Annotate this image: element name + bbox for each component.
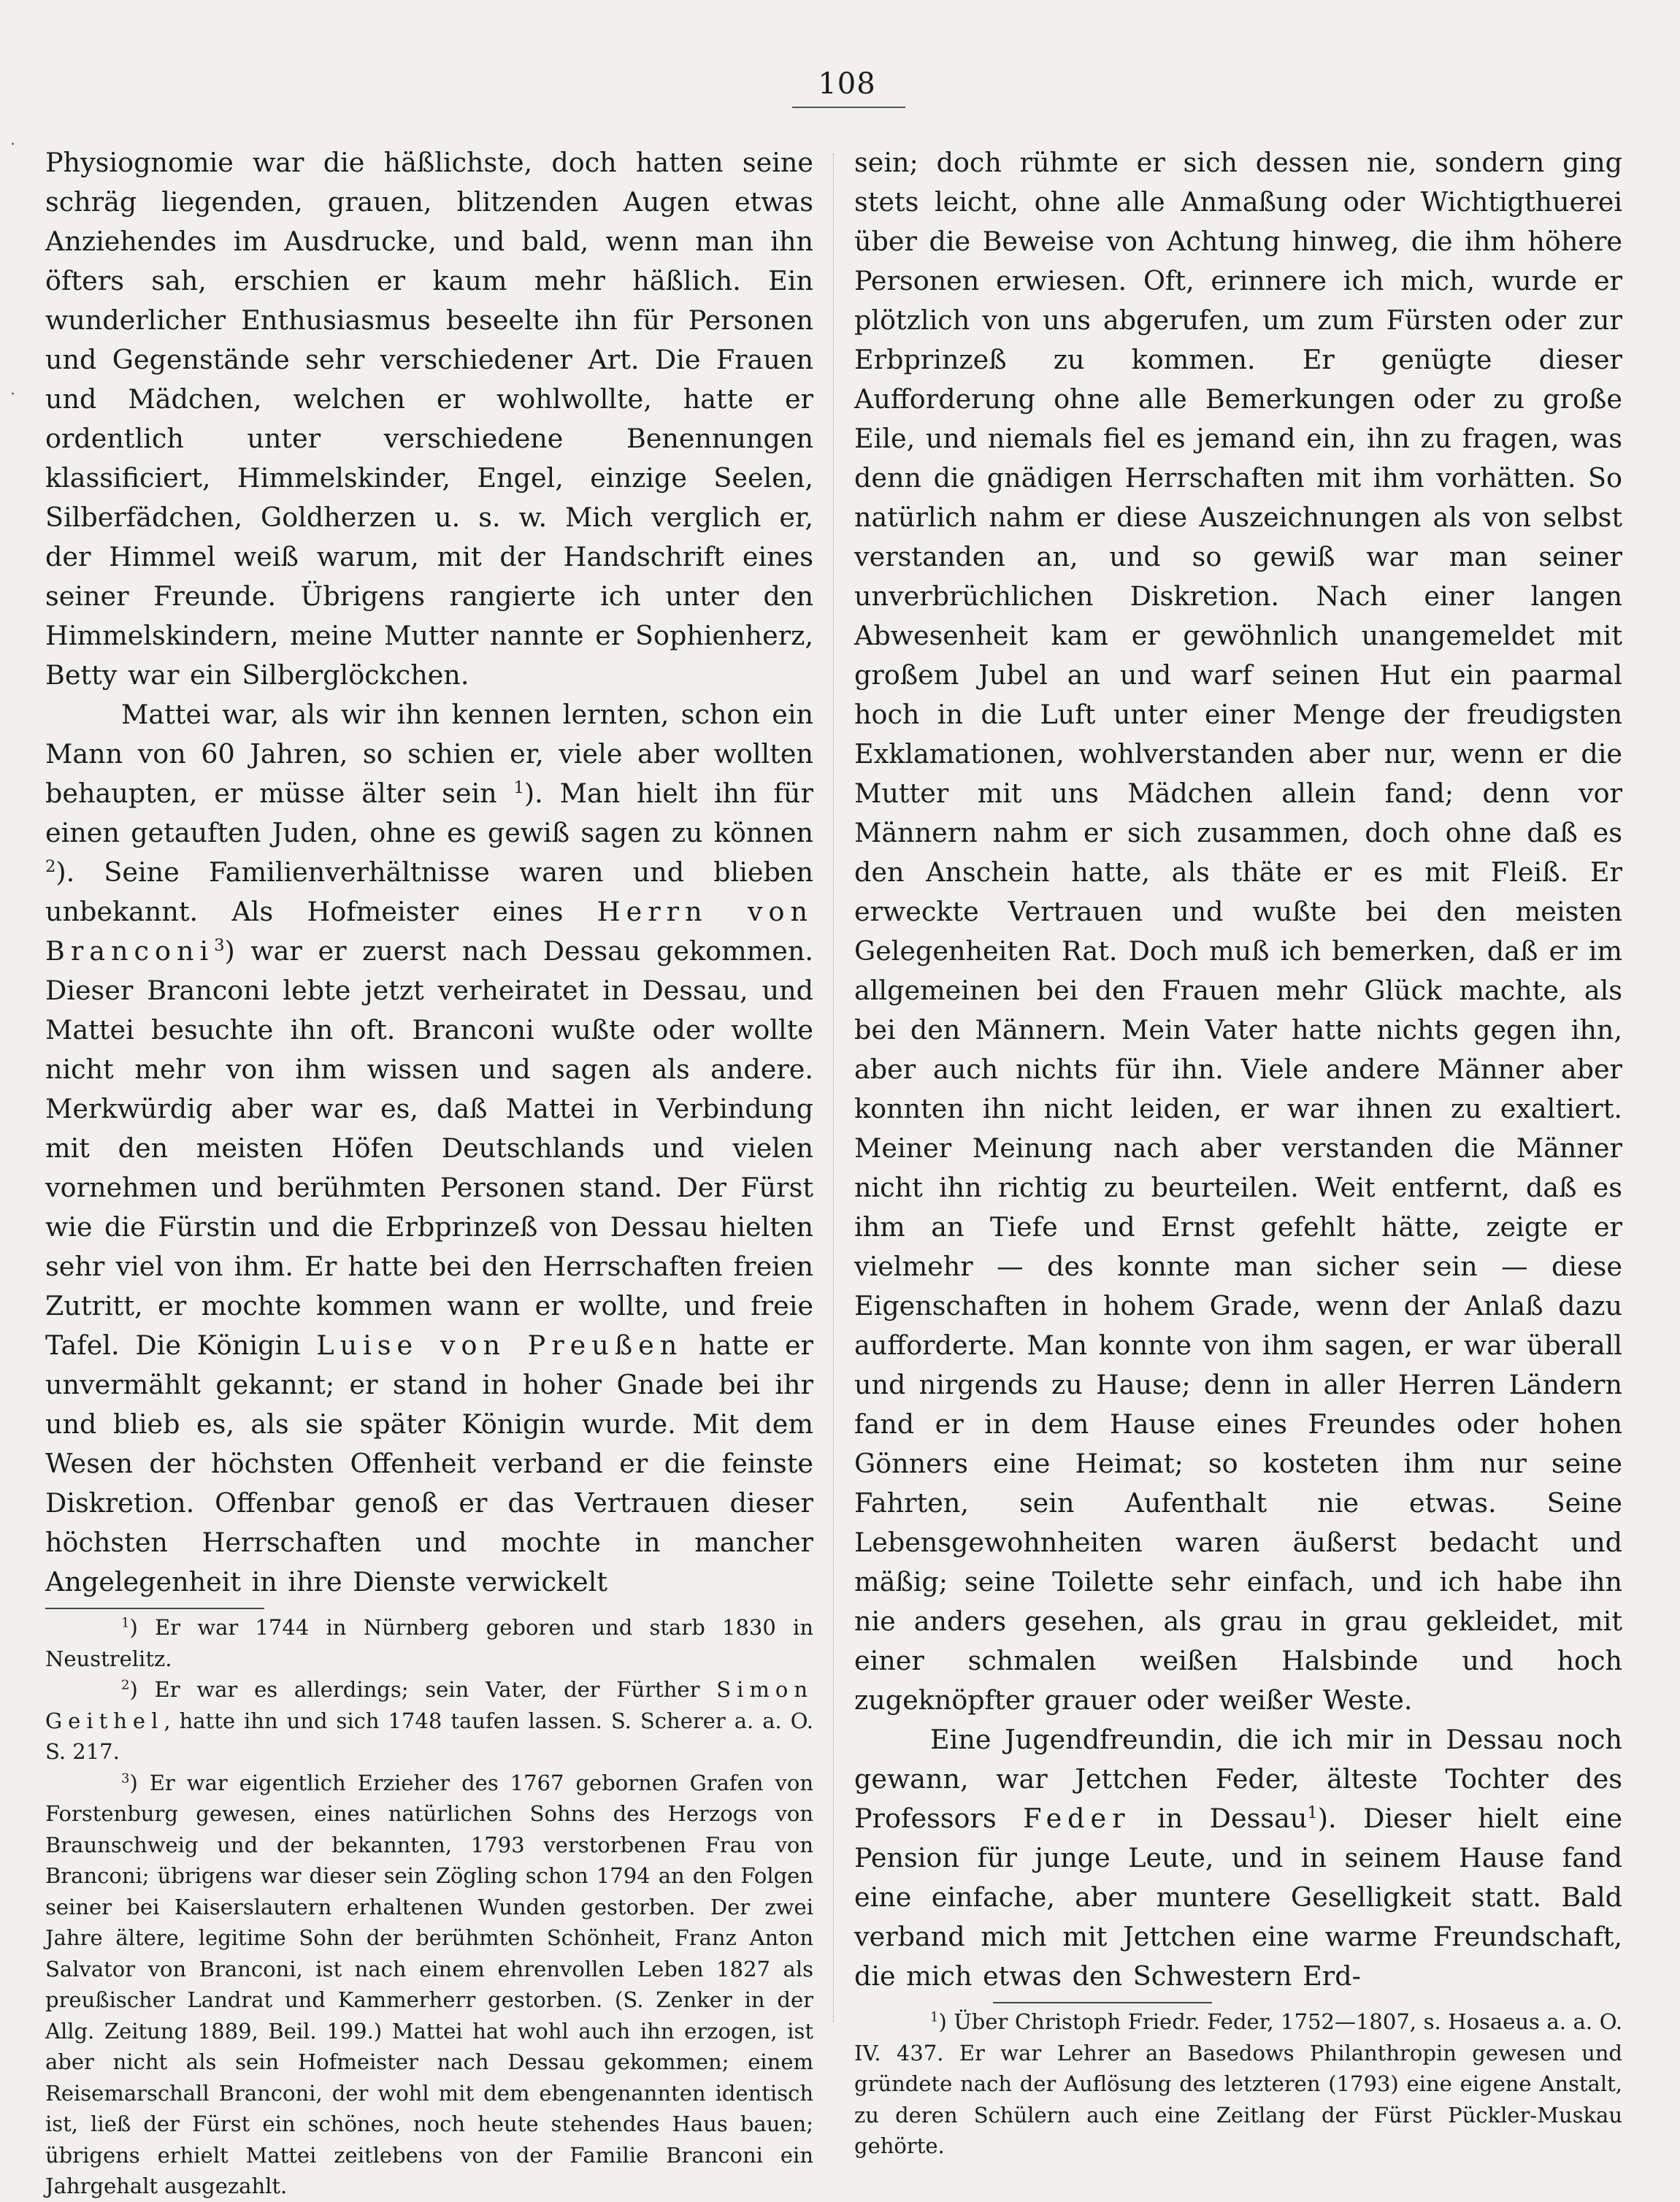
margin-dot: · [10,385,15,404]
text-run: hatte er unvermählt gekannt; er stand in hoher Gnade bei ihr und blieb es, als sie später Königin wurde. Mit dem Wesen der höchsten Offenheit verband er die feinste Diskretion. Offenbar genoß er das Vertrauen dieser höchsten Herrschaften und mochte in mancher Angelegenheit in ihre Dienste verwickelt [45,1330,813,1597]
left-column-body [45,143,813,1602]
page-number: 108 [818,67,876,101]
page-number-rule [792,107,905,108]
footnote-number: 3 [121,1770,130,1786]
footnote-text: ) Er war 1744 in Nürnberg geboren und starb 1830 in Neustrelitz. [45,1615,813,1671]
left-column [45,143,813,2202]
footnote-rule [993,2002,1212,2003]
footnote-rule [45,1608,264,1609]
left-footnotes [45,1612,813,2202]
spaced-name-luise: Luise von Preußen [316,1330,683,1361]
paragraph-jettchen [854,1720,1622,1996]
footnote-2 [45,1674,813,1768]
paragraph: sein; doch rühmte er sich dessen nie, sondern ging stets leicht, ohne alle Anmaßung oder Wichtigthuerei über die Beweise von Achtung hinweg, die ihm höhere Personen erwiesen. Oft, erinnere ich mich, wurde er plötzlich von uns abgerufen, um zum Fürsten oder zur Erbprinzeß zu kommen. Er genügte dieser Aufforderung ohne alle Bemerkungen oder zu große Eile, und niemals fiel es jemand ein, ihn zu fragen, was denn die gnädigen Herrschaften mit ihm vorhätten. So natürlich nahm er diese Auszeichnungen als von selbst verstanden an, und so gewiß war man seiner unverbrüchlichen Diskretion. Nach einer langen Abwesenheit kam er gewöhnlich unangemeldet mit großem Jubel an und warf seinen Hut ein paarmal hoch in die Luft unter einer Menge der freudigsten Exklamationen, wohlverstanden aber nur, wenn er die Mutter mit uns Mädchen allein fand; denn vor Männern nahm er sich zusammen, doch ohne daß es den Anschein hatte, als thäte er es mit Fleiß. Er erweckte Vertrauen und wußte bei den meisten Gelegenheiten Rat. Doch muß ich bemerken, daß er im allgemeinen bei den Frauen mehr Glück machte, als bei den Männern. Mein Vater hatte nichts gegen ihn, aber auch nichts für ihn. Viele andere Männer aber konnten ihn nicht leiden, er war ihnen zu exaltiert. Meiner Meinung nach aber verstanden die Männer nicht ihn richtig zu beurteilen. Weit entfernt, daß es ihm an Tiefe und Ernst gefehlt hätte, zeigte er vielmehr — des konnte man sicher sein — diese Eigenschaften in hohem Grade, wenn der Anlaß dazu aufforderte. Man konnte von ihm sagen, er war überall und nirgends zu Hause; denn in aller Herren Ländern fand er in dem Hause eines Freundes oder hohen Gönners eine Heimat; so kosteten ihm nur seine Fahrten, sein Aufenthalt nie etwas. Seine Lebensgewohnheiten waren äußerst bedacht und mäßig; seine Toilette sehr einfach, und ich habe ihn nie anders gesehen, als grau in grau gekleidet, mit einer schmalen weißen Halsbinde und hoch zugeknöpfter grauer oder weißer Weste. [854,147,1622,1716]
footnote-3 [45,1768,813,2202]
text-run: ). Seine Familienverhältnisse waren und blieben unbekannt. Als Hofmeister eines [45,856,813,927]
text-run: in Dessau [1157,1803,1308,1834]
text-run: Mattei war, als wir ihn kennen lernten, schon ein Mann von 60 Jahren, so schien er, viele aber wollten behaupten, er müsse älter sein [45,699,813,809]
paragraph: Physiognomie war die häßlichste, doch hatten seine schräg liegenden, grauen, blitzenden Augen etwas Anziehendes im Ausdrucke, und bald, wenn man ihn öfters sah, erschien er kaum mehr häßlich. Ein wunderlicher Enthusiasmus beseelte ihn für Personen und Gegenstände sehr verschiedener Art. Die Frauen und Mädchen, welchen er wohlwollte, hatte er ordentlich unter verschiedene Benennungen klassificiert, Himmelskinder, Engel, einzige Seelen, Silberfädchen, Goldherzen u. s. w. Mich verglich er, der Himmel weiß warum, mit der Handschrift eines seiner Freunde. Übrigens rangierte ich unter den Himmelskindern, meine Mutter nannte er Sophienherz, Betty war ein Silberglöckchen. [45,147,813,691]
right-footnotes [854,2006,1622,2162]
footnote-1 [854,2006,1622,2162]
margin-dot: · [10,136,15,154]
text-run: ). Dieser hielt eine Pension für junge Leute, und in seinem Hause fand eine einfache, aber muntere Geselligkeit statt. Bald verband mich mit Jettchen eine warme Freundschaft, die mich etwas den Schwestern Erd- [854,1803,1622,1992]
footnote-text: , hatte ihn und sich 1748 taufen lassen. S. Scherer a. a. O. S. 217. [45,1708,813,1764]
footnote-text: ) Er war eigentlich Erzieher des 1767 gebornen Grafen von Forstenburg gewesen, eines natürlichen Sohns des Herzogs von Braunschweig und der bekannten, 1793 verstorbenen Frau von Branconi; übrigens war dieser sein Zögling schon 1794 an den Folgen seiner bei Kaiserslautern erhaltenen Wunden gestorben. Der zwei Jahre ältere, legitime Sohn der berühmten Schönheit, Franz Anton Salvator von Branconi, ist nach einem ehrenvollen Leben 1827 als preußischer Landrat und Kammerherr gestorben. (S. Zenker in der Allg. Zeitung 1889, Beil. 199.) Mattei hat wohl auch ihn erzogen, ist aber nicht als sein Hofmeister nach Dessau gekommen; einem Reisemarschall Branconi, der wohl mit dem ebengenannten identisch ist, ließ der Fürst ein schönes, noch heute stehendes Haus bauen; übrigens erhielt Mattei zeitlebens von der Familie Branconi ein Jahrgehalt ausgezahlt. [45,1770,813,2198]
footnote-text: ) Er war es allerdings; sein Vater, der Fürther [129,1677,700,1702]
text-run: ) war er zuerst nach Dessau gekommen. Dieser Branconi lebte jetzt verheiratet in Dessau, und Mattei besuchte ihn oft. Branconi wußte oder wollte nicht mehr von ihm wissen und sagen als andere. Merkwürdig aber war es, daß Mattei in Verbindung mit den meisten Höfen Deutschlands und vielen vornehmen und berühmten Personen stand. Der Fürst wie die Fürstin und die Erbprinzeß von Dessau hielten sehr viel von ihm. Er hatte bei den Herrschaften freien Zutritt, er mochte kommen wann er wollte, und freie Tafel. Die Königin [45,935,813,1361]
text-run: ). Man hielt ihn für einen getauften Juden, ohne es gewiß sagen zu können [45,778,813,848]
spaced-name-feder: Feder [1023,1803,1131,1834]
footnote-1 [45,1612,813,1674]
footnote-marker: 1 [1307,1803,1318,1822]
footnote-number: 1 [121,1615,130,1631]
spaced-name-simon-geithel: Simon Geithel [45,1677,814,1733]
spaced-name-branconi: Herrn von Branconi [45,896,813,967]
footnote-marker: 3 [214,935,225,955]
right-column-body [854,143,1622,1996]
footnote-number: 1 [930,2009,939,2025]
footnote-marker: 1 [513,778,524,797]
footnote-text: ) Über Christoph Friedr. Feder, 1752—1807, s. Hosaeus a. a. O. IV. 437. Er war Lehrer an Basedows Philanthropin gewesen und gründete nach der Auflösung des letzteren (1793) eine eigene Anstalt, zu deren Schülern auch eine Zeitlang der Fürst Pückler-Muskau gehörte. [854,2009,1622,2158]
right-column [854,143,1622,2162]
footnote-marker: 2 [45,856,56,876]
text-run: Eine Jugendfreundin, die ich mir in Dessau noch gewann, war Jettchen Feder, älteste Tochter des Professors [854,1724,1622,1834]
footnote-number: 2 [121,1677,130,1693]
column-divider [833,153,834,2022]
paragraph-mattei [45,695,813,1602]
